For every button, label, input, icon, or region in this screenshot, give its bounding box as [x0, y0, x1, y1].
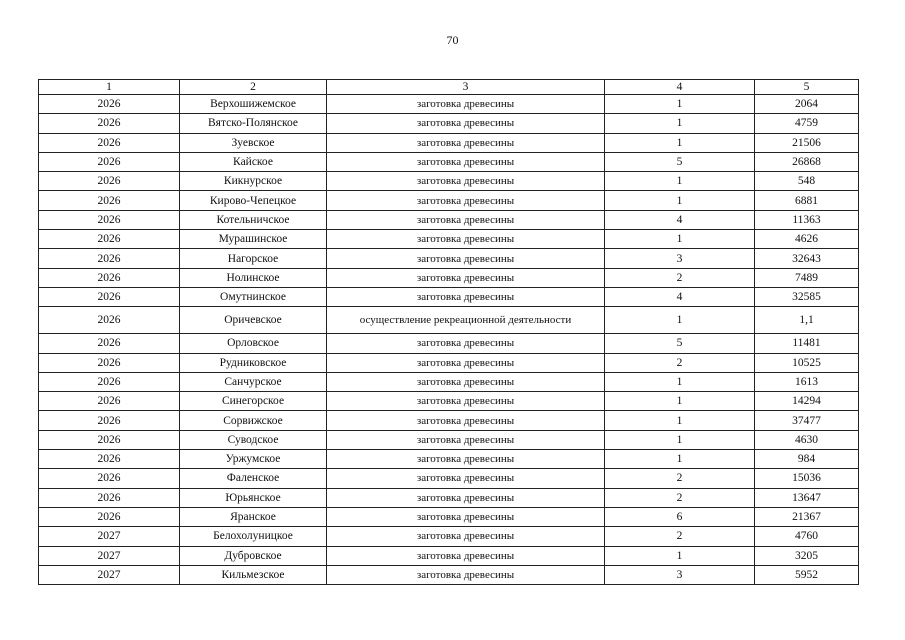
- cell-count: 1: [605, 114, 755, 133]
- cell-count: 1: [605, 430, 755, 449]
- cell-year: 2026: [39, 210, 180, 229]
- table-row: [39, 210, 859, 229]
- cell-value: 15036: [755, 469, 859, 488]
- table-row: [39, 488, 859, 507]
- cell-count: 2: [605, 268, 755, 287]
- cell-count: 1: [605, 450, 755, 469]
- cell-year: 2026: [39, 507, 180, 526]
- cell-activity: заготовка древесины: [327, 287, 605, 306]
- cell-year: 2027: [39, 565, 180, 584]
- cell-year: 2026: [39, 152, 180, 171]
- cell-value: 4630: [755, 430, 859, 449]
- cell-year: 2026: [39, 95, 180, 114]
- cell-district: Сорвижское: [180, 411, 327, 430]
- cell-activity: заготовка древесины: [327, 527, 605, 546]
- cell-activity: заготовка древесины: [327, 133, 605, 152]
- data-table: [38, 79, 859, 585]
- cell-count: 1: [605, 230, 755, 249]
- cell-count: 2: [605, 469, 755, 488]
- column-header: 5: [755, 80, 859, 95]
- cell-value: 13647: [755, 488, 859, 507]
- cell-district: Зуевское: [180, 133, 327, 152]
- cell-district: Суводское: [180, 430, 327, 449]
- cell-count: 1: [605, 307, 755, 334]
- table-row: [39, 372, 859, 391]
- cell-district: Вятско-Полянское: [180, 114, 327, 133]
- cell-activity: заготовка древесины: [327, 268, 605, 287]
- cell-district: Нагорское: [180, 249, 327, 268]
- cell-count: 1: [605, 95, 755, 114]
- cell-district: Дубровское: [180, 546, 327, 565]
- cell-district: Мурашинское: [180, 230, 327, 249]
- cell-district: Юрьянское: [180, 488, 327, 507]
- cell-count: 1: [605, 172, 755, 191]
- cell-district: Нолинское: [180, 268, 327, 287]
- cell-activity: заготовка древесины: [327, 152, 605, 171]
- cell-year: 2026: [39, 372, 180, 391]
- table-row: [39, 172, 859, 191]
- cell-district: Котельничское: [180, 210, 327, 229]
- cell-district: Синегорское: [180, 392, 327, 411]
- cell-count: 3: [605, 565, 755, 584]
- cell-activity: заготовка древесины: [327, 411, 605, 430]
- table-row: [39, 430, 859, 449]
- cell-year: 2026: [39, 172, 180, 191]
- cell-value: 14294: [755, 392, 859, 411]
- cell-activity: заготовка древесины: [327, 353, 605, 372]
- cell-activity: заготовка древесины: [327, 372, 605, 391]
- table-row: [39, 353, 859, 372]
- cell-value: 548: [755, 172, 859, 191]
- cell-value: 5952: [755, 565, 859, 584]
- cell-district: Санчурское: [180, 372, 327, 391]
- cell-activity: заготовка древесины: [327, 172, 605, 191]
- cell-year: 2026: [39, 249, 180, 268]
- table-row: [39, 469, 859, 488]
- table-row: [39, 527, 859, 546]
- table-row: [39, 95, 859, 114]
- cell-activity: заготовка древесины: [327, 546, 605, 565]
- cell-activity: заготовка древесины: [327, 95, 605, 114]
- cell-value: 32643: [755, 249, 859, 268]
- cell-count: 2: [605, 488, 755, 507]
- table-row: [39, 287, 859, 306]
- cell-count: 5: [605, 334, 755, 353]
- cell-activity: заготовка древесины: [327, 430, 605, 449]
- cell-value: 4626: [755, 230, 859, 249]
- cell-value: 11481: [755, 334, 859, 353]
- cell-year: 2027: [39, 546, 180, 565]
- cell-year: 2026: [39, 230, 180, 249]
- cell-value: 10525: [755, 353, 859, 372]
- table-header-row: [39, 80, 859, 95]
- cell-activity: заготовка древесины: [327, 450, 605, 469]
- cell-value: 4760: [755, 527, 859, 546]
- cell-value: 4759: [755, 114, 859, 133]
- cell-year: 2026: [39, 191, 180, 210]
- table-body: [39, 95, 859, 585]
- cell-district: Яранское: [180, 507, 327, 526]
- cell-count: 3: [605, 249, 755, 268]
- cell-district: Омутнинское: [180, 287, 327, 306]
- cell-activity: заготовка древесины: [327, 114, 605, 133]
- table-row: [39, 230, 859, 249]
- cell-district: Кайское: [180, 152, 327, 171]
- cell-activity: заготовка древесины: [327, 230, 605, 249]
- cell-value: 11363: [755, 210, 859, 229]
- cell-count: 4: [605, 287, 755, 306]
- cell-year: 2027: [39, 527, 180, 546]
- cell-count: 1: [605, 411, 755, 430]
- cell-year: 2026: [39, 469, 180, 488]
- table-row: [39, 565, 859, 584]
- cell-value: 21367: [755, 507, 859, 526]
- table-row: [39, 268, 859, 287]
- table-row: [39, 334, 859, 353]
- table-row: [39, 450, 859, 469]
- cell-value: 26868: [755, 152, 859, 171]
- table-row: [39, 411, 859, 430]
- cell-year: 2026: [39, 133, 180, 152]
- column-header: 3: [327, 80, 605, 95]
- table-row: [39, 249, 859, 268]
- column-header: 1: [39, 80, 180, 95]
- cell-district: Орловское: [180, 334, 327, 353]
- cell-count: 1: [605, 133, 755, 152]
- cell-value: 1,1: [755, 307, 859, 334]
- cell-value: 37477: [755, 411, 859, 430]
- cell-value: 32585: [755, 287, 859, 306]
- cell-value: 21506: [755, 133, 859, 152]
- cell-district: Уржумское: [180, 450, 327, 469]
- cell-count: 6: [605, 507, 755, 526]
- cell-year: 2026: [39, 430, 180, 449]
- cell-activity: заготовка древесины: [327, 191, 605, 210]
- cell-year: 2026: [39, 353, 180, 372]
- cell-value: 2064: [755, 95, 859, 114]
- table-row: [39, 152, 859, 171]
- cell-value: 984: [755, 450, 859, 469]
- cell-count: 1: [605, 191, 755, 210]
- cell-year: 2026: [39, 488, 180, 507]
- cell-value: 6881: [755, 191, 859, 210]
- cell-count: 2: [605, 353, 755, 372]
- cell-year: 2026: [39, 411, 180, 430]
- cell-year: 2026: [39, 334, 180, 353]
- cell-activity: заготовка древесины: [327, 469, 605, 488]
- cell-district: Кирово-Чепецкое: [180, 191, 327, 210]
- cell-activity: заготовка древесины: [327, 392, 605, 411]
- cell-district: Кикнурское: [180, 172, 327, 191]
- cell-year: 2026: [39, 450, 180, 469]
- table-row: [39, 546, 859, 565]
- cell-district: Кильмезское: [180, 565, 327, 584]
- cell-activity: заготовка древесины: [327, 507, 605, 526]
- cell-activity: заготовка древесины: [327, 210, 605, 229]
- page-number: 70: [446, 33, 459, 47]
- cell-activity: заготовка древесины: [327, 488, 605, 507]
- table-row: [39, 114, 859, 133]
- cell-count: 5: [605, 152, 755, 171]
- cell-district: Рудниковское: [180, 353, 327, 372]
- cell-value: 1613: [755, 372, 859, 391]
- cell-activity: осуществление рекреационной деятельности: [327, 307, 605, 334]
- table-row: [39, 191, 859, 210]
- cell-year: 2026: [39, 114, 180, 133]
- cell-activity: заготовка древесины: [327, 334, 605, 353]
- column-header: 2: [180, 80, 327, 95]
- cell-count: 4: [605, 210, 755, 229]
- cell-year: 2026: [39, 287, 180, 306]
- cell-activity: заготовка древесины: [327, 249, 605, 268]
- table-row: [39, 133, 859, 152]
- cell-count: 1: [605, 372, 755, 391]
- cell-activity: заготовка древесины: [327, 565, 605, 584]
- cell-district: Оричевское: [180, 307, 327, 334]
- cell-district: Фаленское: [180, 469, 327, 488]
- table-row: [39, 307, 859, 334]
- cell-value: 7489: [755, 268, 859, 287]
- cell-district: Белохолуницкое: [180, 527, 327, 546]
- cell-year: 2026: [39, 268, 180, 287]
- column-header: 4: [605, 80, 755, 95]
- cell-count: 1: [605, 392, 755, 411]
- cell-district: Верхошижемское: [180, 95, 327, 114]
- cell-count: 2: [605, 527, 755, 546]
- table-row: [39, 507, 859, 526]
- cell-value: 3205: [755, 546, 859, 565]
- cell-year: 2026: [39, 307, 180, 334]
- cell-year: 2026: [39, 392, 180, 411]
- cell-count: 1: [605, 546, 755, 565]
- table-row: [39, 392, 859, 411]
